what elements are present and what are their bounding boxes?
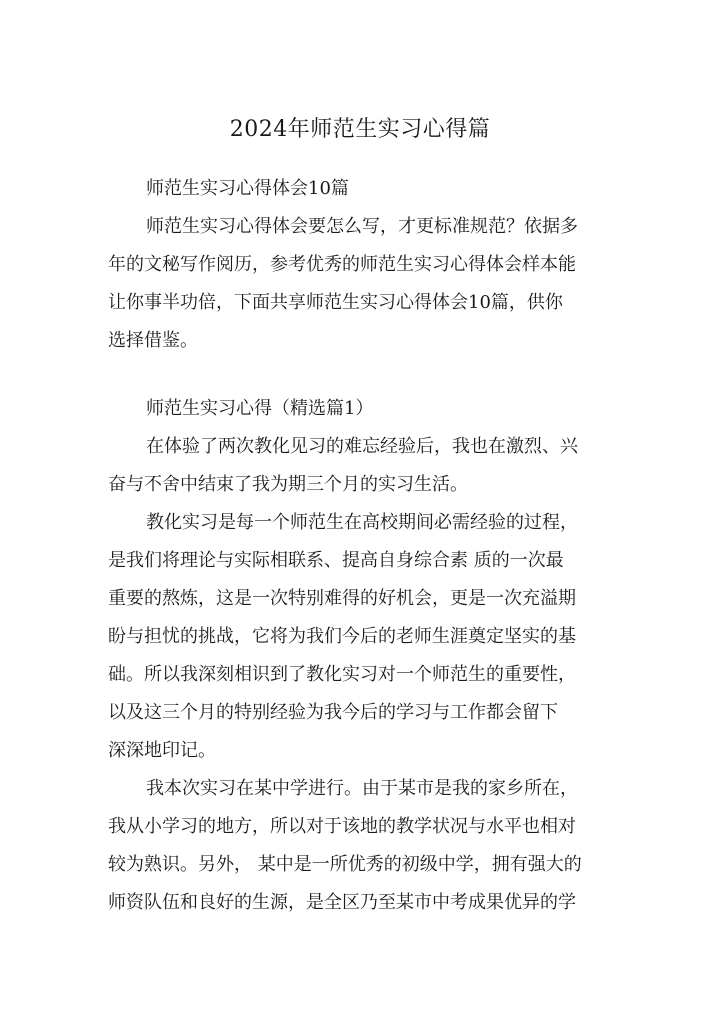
- document-title: 2024年师范生实习心得篇: [229, 117, 491, 142]
- text-line: 师范生实习心得体会要怎么写，才更标准规范？依据多: [146, 216, 578, 237]
- text-line: 我本次实习在某中学进行。由于某市是我的家乡所在，: [146, 778, 578, 799]
- text-line: 师范生实习心得（精选篇1）: [146, 398, 374, 419]
- text-line: 是我们将理论与实际相联系、提高自身综合素 质的一次最: [108, 550, 564, 571]
- text-line: 师范生实习心得体会10篇: [146, 178, 349, 199]
- body-paragraph: [108, 428, 613, 504]
- text-line: 深深地印记。: [108, 740, 216, 761]
- text-line: 师资队伍和良好的生源，是全区乃至某市中考成果优异的学: [108, 892, 576, 913]
- section-subtitle: [108, 170, 613, 208]
- text-line: 年的文秘写作阅历，参考优秀的师范生实习心得体会样本能: [108, 254, 576, 275]
- body-paragraph: [108, 770, 613, 922]
- text-line: 较为熟识。另外， 某中是一所优秀的初级中学，拥有强大的: [108, 854, 582, 875]
- text-line: 让你事半功倍，下面共享师范生实习心得体会10篇，供你: [108, 292, 563, 313]
- text-line: 奋与不舍中结束了我为期三个月的实习生活。: [108, 474, 468, 495]
- text-line: 在体验了两次教化见习的难忘经验后，我也在激烈、兴: [146, 436, 578, 457]
- text-line: 盼与担忧的挑战，它将为我们今后的老师生涯奠定坚实的基: [108, 626, 576, 647]
- body-paragraph: [108, 504, 613, 770]
- text-line: 础。所以我深刻相识到了教化实习对一个师范生的重要性，: [108, 664, 576, 685]
- text-line: 选择借鉴。: [108, 330, 198, 351]
- text-line: 教化实习是每一个师范生在高校期间必需经验的过程，: [146, 512, 578, 533]
- intro-paragraph: [108, 208, 613, 360]
- text-line: 以及这三个月的特别经验为我今后的学习与工作都会留下: [108, 702, 558, 723]
- document-body: [108, 170, 613, 922]
- section-heading: [108, 390, 613, 428]
- text-line: 我从小学习的地方，所以对于该地的教学状况与水平也相对: [108, 816, 576, 837]
- text-line: 重要的熬炼，这是一次特别难得的好机会，更是一次充溢期: [108, 588, 576, 609]
- paragraph-gap: [108, 360, 613, 390]
